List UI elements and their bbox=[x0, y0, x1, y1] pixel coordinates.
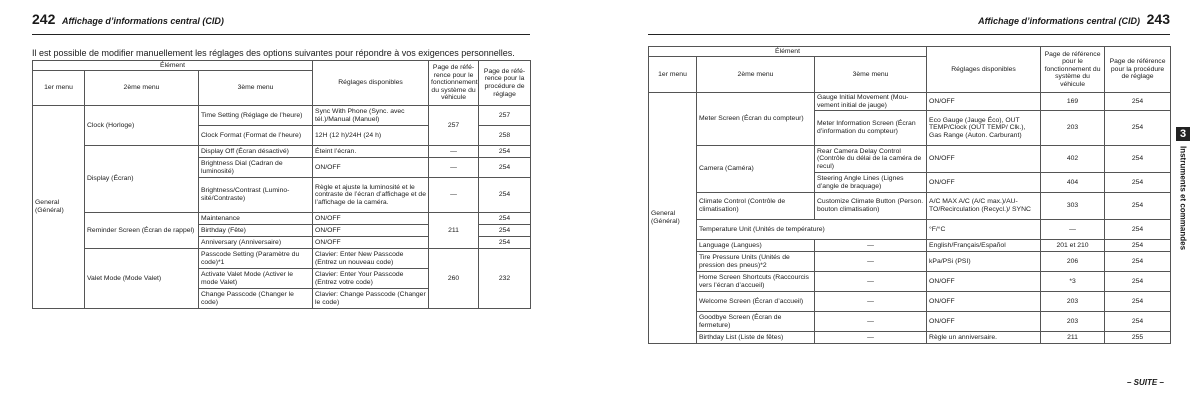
menu3-cell: Birthday (Fête) bbox=[199, 225, 313, 237]
settings-cell: ON/OFF bbox=[313, 237, 429, 249]
ref-proc-cell: 254 bbox=[1105, 111, 1171, 146]
settings-cell: Clavier: Enter New Passcode (Entrez un nouveau code) bbox=[313, 249, 429, 269]
ref-cid-cell: 206 bbox=[1041, 252, 1105, 272]
continued-marker: – SUITE – bbox=[1127, 378, 1164, 387]
ref-proc-cell: 258 bbox=[479, 126, 531, 146]
settings-cell: 12H (12 h)/24H (24 h) bbox=[313, 126, 429, 146]
menu2-header: 2ème menu bbox=[85, 71, 199, 106]
settings-cell: Eco Gauge (Jauge Éco), OUT TEMP/Clock (OUT TEMP/ Clk.), Gas Range (Auton. Carburant) bbox=[927, 111, 1041, 146]
ref-proc-cell: 254 bbox=[479, 146, 531, 158]
settings-cell: ON/OFF bbox=[927, 173, 1041, 193]
menu3-header: 3ème menu bbox=[815, 57, 927, 93]
menu3-cell: Display Off (Écran désactivé) bbox=[199, 146, 313, 158]
element-header: Élément bbox=[33, 61, 313, 71]
menu3-cell: Time Setting (Réglage de l’heure) bbox=[199, 106, 313, 126]
menu3-cell: Brightness Dial (Cadran de luminosité) bbox=[199, 158, 313, 178]
menu1-cell: General (Général) bbox=[33, 106, 85, 309]
settings-cell: ON/OFF bbox=[927, 272, 1041, 292]
ref-cid-cell: — bbox=[429, 158, 479, 178]
menu1-cell: General (Général) bbox=[649, 93, 697, 344]
ref-proc-cell: 254 bbox=[1105, 146, 1171, 173]
menu3-cell: Gauge Initial Movement (Mouvement initial de jauge) bbox=[815, 93, 927, 111]
table-row bbox=[649, 240, 1171, 252]
menu2-cell: Meter Screen (Écran du compteur) bbox=[697, 93, 815, 146]
ref-proc-cell: 254 bbox=[479, 237, 531, 249]
menu3-cell: Change Passcode (Changer le code) bbox=[199, 289, 313, 309]
chapter-label: Instruments et commandes bbox=[1178, 145, 1188, 251]
settings-table-left bbox=[32, 60, 531, 309]
right-page-title: Affichage d’informations central (CID) bbox=[978, 16, 1140, 26]
ref-cid-cell: 303 bbox=[1041, 193, 1105, 220]
menu2-header: 2ème menu bbox=[697, 57, 815, 93]
table-row bbox=[33, 146, 531, 158]
ref-cid-cell: 169 bbox=[1041, 93, 1105, 111]
ref-cid-cell: 211 bbox=[429, 213, 479, 249]
element-header: Élément bbox=[649, 47, 927, 57]
left-page-title: Affichage d’informations central (CID) bbox=[62, 16, 224, 26]
menu3-cell: — bbox=[815, 312, 927, 332]
menu3-cell: — bbox=[815, 240, 927, 252]
ref-proc-cell: 254 bbox=[1105, 292, 1171, 312]
ref-proc-cell: 254 bbox=[479, 225, 531, 237]
menu2-cell: Display (Écran) bbox=[85, 146, 199, 213]
menu2-cell: Reminder Screen (Écran de rappel) bbox=[85, 213, 199, 249]
menu2-cell: Birthday List (Liste de fêtes) bbox=[697, 332, 815, 344]
table-header-row bbox=[33, 61, 531, 71]
table-row bbox=[649, 292, 1171, 312]
settings-cell: ON/OFF bbox=[927, 312, 1041, 332]
table-row bbox=[33, 213, 531, 225]
menu2-cell: Camera (Caméra) bbox=[697, 146, 815, 193]
chapter-tab: 3 bbox=[1176, 127, 1190, 141]
ref-proc-cell: 232 bbox=[479, 249, 531, 309]
ref-proc-cell: 254 bbox=[1105, 93, 1171, 111]
menu3-cell: — bbox=[815, 292, 927, 312]
settings-cell: A/C MAX A/C (A/C max.)/AUTO/Recirculation (Recycl.)/ SYNC bbox=[927, 193, 1041, 220]
menu3-cell: Customize Climate Button (Person. bouton climatisation) bbox=[815, 193, 927, 220]
menu2-cell: Goodbye Screen (Écran de fermeture) bbox=[697, 312, 815, 332]
ref-cid-header: Page de référence pour le fonctionnement du système du véhicule bbox=[429, 61, 479, 106]
ref-proc-cell: 254 bbox=[479, 158, 531, 178]
menu3-cell: Clock Format (Format de l’heure) bbox=[199, 126, 313, 146]
table-row bbox=[649, 252, 1171, 272]
ref-cid-cell: 203 bbox=[1041, 312, 1105, 332]
ref-cid-cell: 260 bbox=[429, 249, 479, 309]
table-row bbox=[649, 146, 1171, 173]
menu3-cell: Rear Camera Delay Control (Contrôle du délai de la caméra de recul) bbox=[815, 146, 927, 173]
menu3-cell: Meter Information Screen (Écran d’information du compteur) bbox=[815, 111, 927, 146]
ref-proc-cell: 254 bbox=[1105, 240, 1171, 252]
menu3-cell: Brightness/Contrast (Luminosité/Contraste) bbox=[199, 178, 313, 213]
settings-cell: Sync With Phone (Sync. avec tél.)/Manual (Manuel) bbox=[313, 106, 429, 126]
settings-cell: Règle un anniversaire. bbox=[927, 332, 1041, 344]
ref-cid-cell: 404 bbox=[1041, 173, 1105, 193]
menu3-cell: — bbox=[815, 332, 927, 344]
ref-proc-cell: 257 bbox=[479, 106, 531, 126]
intro-paragraph: Il est possible de modifier manuellement les réglages des options suivantes pour répondre à vos exigences personnelles. bbox=[32, 48, 515, 58]
ref-cid-cell: — bbox=[429, 146, 479, 158]
table-row bbox=[649, 312, 1171, 332]
settings-cell: ON/OFF bbox=[313, 158, 429, 178]
ref-proc-cell: 254 bbox=[1105, 252, 1171, 272]
ref-cid-cell: — bbox=[429, 178, 479, 213]
table-row bbox=[649, 332, 1171, 344]
settings-cell: English/Français/Español bbox=[927, 240, 1041, 252]
ref-cid-cell: — bbox=[1041, 220, 1105, 240]
settings-table-right bbox=[648, 46, 1171, 344]
left-page bbox=[0, 0, 560, 402]
ref-proc-cell: 254 bbox=[479, 178, 531, 213]
table-row bbox=[649, 272, 1171, 292]
menu1-header: 1er menu bbox=[33, 71, 85, 106]
ref-proc-cell: 254 bbox=[1105, 173, 1171, 193]
settings-cell: °F/°C bbox=[927, 220, 1041, 240]
menu3-cell: Passcode Setting (Paramètre du code)*1 bbox=[199, 249, 313, 269]
table-row bbox=[649, 220, 1171, 240]
menu3-cell: Activate Valet Mode (Activer le mode Valet) bbox=[199, 269, 313, 289]
menu2-cell: Language (Langues) bbox=[697, 240, 815, 252]
ref-cid-cell: 203 bbox=[1041, 111, 1105, 146]
settings-cell: ON/OFF bbox=[313, 213, 429, 225]
ref-cid-cell: 257 bbox=[429, 106, 479, 146]
settings-cell: Clavier: Change Passcode (Changer le code) bbox=[313, 289, 429, 309]
menu3-cell: Maintenance bbox=[199, 213, 313, 225]
settings-cell: kPa/PSi (PSI) bbox=[927, 252, 1041, 272]
ref-cid-cell: 201 et 210 bbox=[1041, 240, 1105, 252]
table-row bbox=[649, 193, 1171, 220]
ref-proc-cell: 255 bbox=[1105, 332, 1171, 344]
ref-cid-cell: *3 bbox=[1041, 272, 1105, 292]
settings-cell: ON/OFF bbox=[927, 146, 1041, 173]
table-header-row bbox=[649, 47, 1171, 57]
settings-cell: Éteint l’écran. bbox=[313, 146, 429, 158]
ref-proc-cell: 254 bbox=[1105, 272, 1171, 292]
menu2-cell: Welcome Screen (Écran d’accueil) bbox=[697, 292, 815, 312]
left-page-number: 242 bbox=[32, 11, 56, 27]
left-page-header bbox=[32, 8, 530, 35]
ref-proc-header: Page de référence pour la procédure de réglage bbox=[479, 61, 531, 106]
ref-cid-cell: 211 bbox=[1041, 332, 1105, 344]
right-page-header bbox=[648, 8, 1170, 35]
settings-header: Réglages disponibles bbox=[313, 61, 429, 106]
ref-proc-cell: 254 bbox=[1105, 193, 1171, 220]
settings-cell: Règle et ajuste la luminosité et le contraste de l’écran d’affichage et de l’affichage de la caméra. bbox=[313, 178, 429, 213]
menu1-header: 1er menu bbox=[649, 57, 697, 93]
settings-cell: ON/OFF bbox=[927, 292, 1041, 312]
menu2-cell: Valet Mode (Mode Valet) bbox=[85, 249, 199, 309]
menu3-header: 3ème menu bbox=[199, 71, 313, 106]
ref-cid-cell: 203 bbox=[1041, 292, 1105, 312]
settings-header: Réglages disponibles bbox=[927, 47, 1041, 93]
menu3-cell: — bbox=[815, 252, 927, 272]
menu3-cell: Anniversary (Anniversaire) bbox=[199, 237, 313, 249]
menu2-cell: Climate Control (Contrôle de climatisation) bbox=[697, 193, 815, 220]
settings-cell: Clavier: Enter Your Passcode (Entrez votre code) bbox=[313, 269, 429, 289]
table-row bbox=[649, 93, 1171, 111]
menu2-cell: Temperature Unit (Unités de température) bbox=[697, 220, 927, 240]
ref-proc-header: Page de référence pour la procédure de réglage bbox=[1105, 47, 1171, 93]
table-row bbox=[33, 249, 531, 269]
ref-proc-cell: 254 bbox=[479, 213, 531, 225]
menu2-cell: Clock (Horloge) bbox=[85, 106, 199, 146]
right-page-number: 243 bbox=[1146, 11, 1170, 27]
settings-cell: ON/OFF bbox=[927, 93, 1041, 111]
table-row bbox=[33, 106, 531, 126]
menu2-cell: Home Screen Shortcuts (Raccourcis vers l’écran d’accueil) bbox=[697, 272, 815, 292]
ref-proc-cell: 254 bbox=[1105, 312, 1171, 332]
ref-proc-cell: 254 bbox=[1105, 220, 1171, 240]
ref-cid-cell: 402 bbox=[1041, 146, 1105, 173]
menu3-cell: Steering Angle Lines (Lignes d’angle de braquage) bbox=[815, 173, 927, 193]
right-page bbox=[600, 0, 1200, 402]
menu3-cell: — bbox=[815, 272, 927, 292]
ref-cid-header: Page de référence pour le fonctionnement du système du véhicule bbox=[1041, 47, 1105, 93]
menu2-cell: Tire Pressure Units (Unités de pression des pneus)*2 bbox=[697, 252, 815, 272]
settings-cell: ON/OFF bbox=[313, 225, 429, 237]
